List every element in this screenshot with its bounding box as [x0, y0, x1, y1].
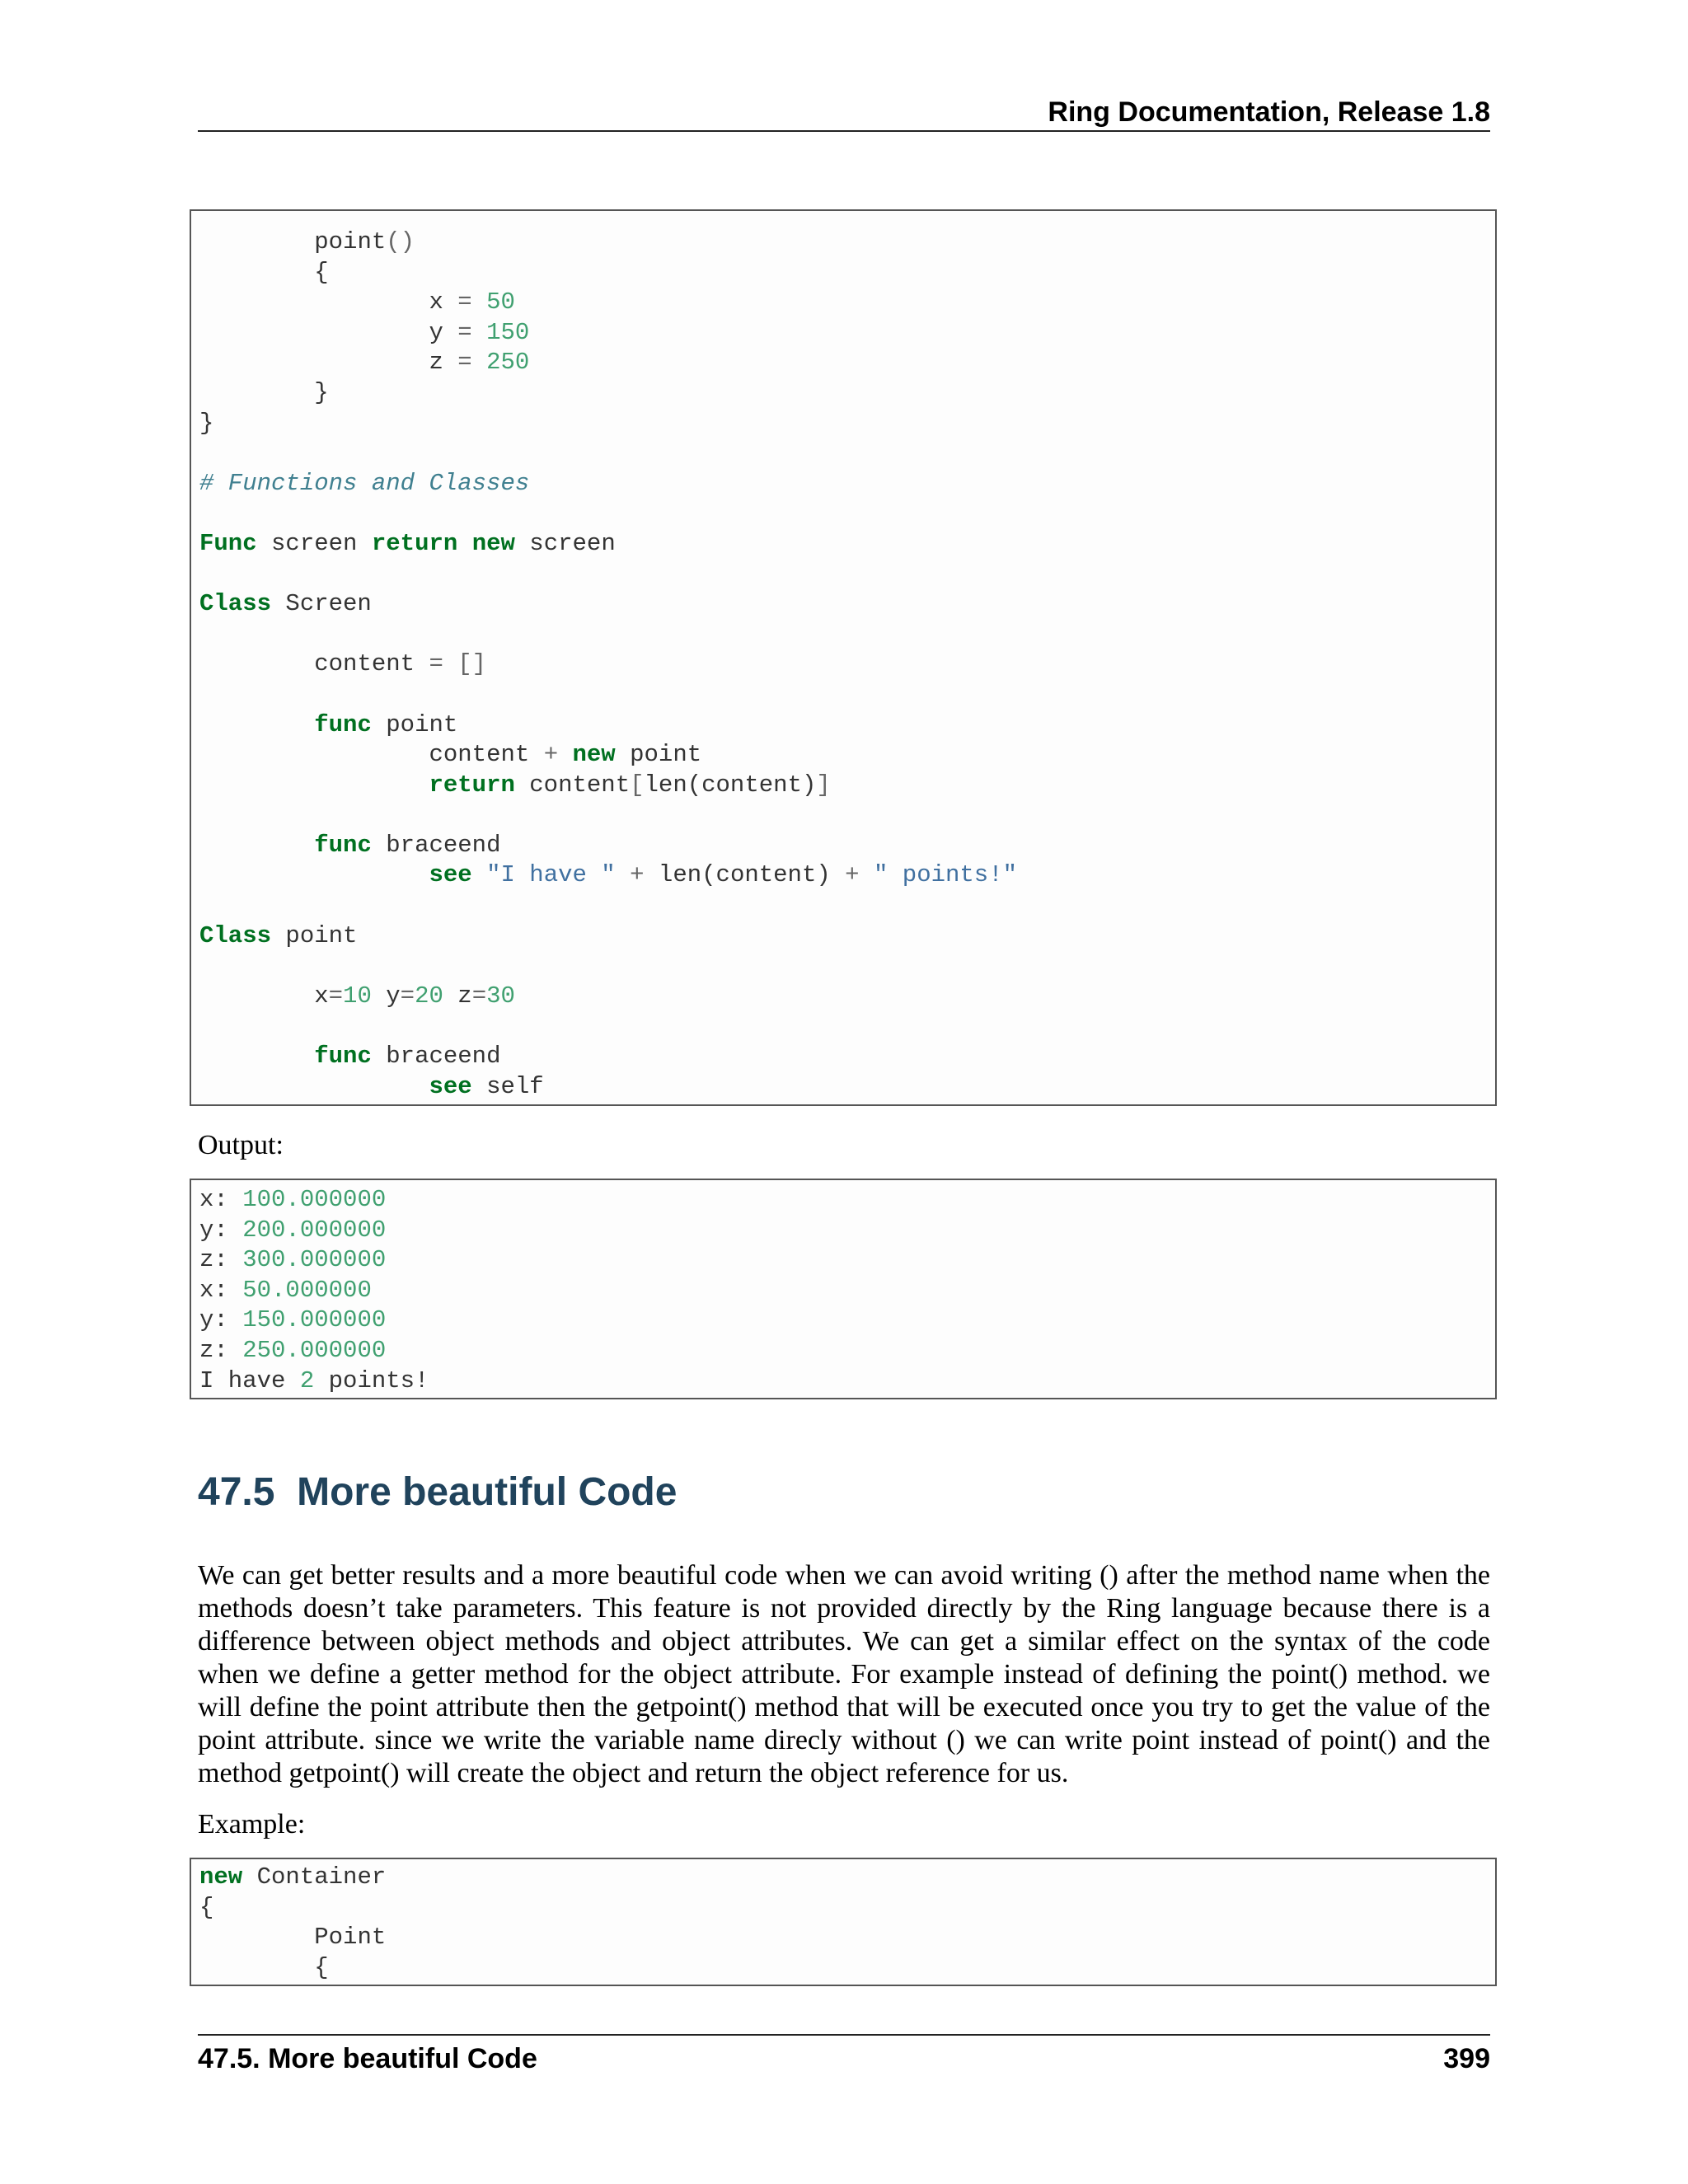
code-token: screen — [256, 529, 372, 557]
code-token: 100.000000 — [242, 1186, 387, 1213]
code-line — [199, 469, 1495, 499]
code-line — [199, 378, 1495, 409]
code-token: + — [543, 741, 559, 769]
code-line — [199, 1072, 1495, 1103]
code-line — [199, 1276, 1495, 1306]
code-line — [199, 288, 1495, 318]
code-token — [558, 741, 572, 768]
code-token: } — [199, 409, 214, 437]
code-token: point — [271, 921, 358, 949]
code-token: Screen — [271, 590, 372, 618]
footer-rule — [198, 2034, 1490, 2036]
code-token: 10 — [343, 982, 372, 1010]
code-token: [ — [630, 771, 645, 799]
code-line — [199, 982, 1495, 1012]
code-line — [199, 529, 1495, 560]
code-block-example — [190, 1858, 1497, 1986]
code-token: x: — [199, 1186, 243, 1213]
code-line — [199, 800, 1495, 831]
code-token: = — [457, 288, 472, 316]
code-token: see — [429, 861, 472, 889]
code-token — [199, 1954, 314, 1981]
code-token — [860, 861, 874, 888]
code-token: Class — [199, 590, 272, 618]
code-token: x — [429, 288, 458, 316]
code-token: y — [371, 982, 401, 1010]
code-line — [199, 860, 1495, 891]
code-token: return — [371, 529, 458, 557]
code-token: return — [429, 771, 515, 799]
code-line — [199, 258, 1495, 288]
code-token — [199, 861, 429, 888]
code-token: y: — [199, 1306, 243, 1334]
code-token: z: — [199, 1336, 243, 1364]
code-token: { — [199, 1893, 214, 1921]
code-line — [199, 891, 1495, 921]
code-line — [199, 680, 1495, 710]
code-token — [199, 379, 314, 406]
code-line — [199, 1953, 1495, 1984]
code-block-top — [190, 209, 1497, 1106]
code-line — [199, 1923, 1495, 1953]
code-token: points! — [314, 1366, 429, 1394]
code-token: z: — [199, 1246, 243, 1274]
code-line — [199, 831, 1495, 861]
code-token: Point — [314, 1924, 387, 1952]
footer-section-ref: 47.5. More beautiful Code — [198, 2043, 537, 2074]
code-top-content — [191, 211, 1495, 1102]
code-line — [199, 589, 1495, 620]
code-token — [199, 288, 429, 316]
code-example-content — [191, 1859, 1495, 1983]
code-token: len(content) — [644, 861, 846, 889]
code-output-content — [191, 1180, 1495, 1396]
code-token: new — [572, 741, 616, 769]
code-token: { — [314, 258, 329, 286]
code-token: z — [429, 349, 458, 377]
code-token — [616, 861, 630, 888]
code-token: } — [314, 378, 329, 406]
code-line — [199, 1185, 1495, 1216]
code-token — [199, 771, 429, 799]
code-token — [199, 711, 314, 738]
code-line — [199, 318, 1495, 349]
code-token: # Functions and Classes — [199, 469, 530, 497]
output-label: Output: — [198, 1130, 284, 1160]
code-line — [199, 1863, 1495, 1893]
code-token: func — [314, 710, 372, 738]
code-token: ] — [816, 771, 831, 799]
code-token: content — [314, 650, 429, 678]
code-token: screen — [514, 529, 616, 557]
code-line — [199, 740, 1495, 771]
code-token: point — [314, 228, 387, 255]
code-line — [199, 1366, 1495, 1397]
code-token — [199, 650, 314, 677]
code-token: "I have " — [486, 861, 616, 889]
code-token: () — [386, 228, 415, 255]
section-heading — [198, 1464, 677, 1521]
footer-page-number: 399 — [1443, 2043, 1490, 2074]
code-line — [199, 710, 1495, 741]
code-token: func — [314, 831, 372, 859]
code-token: new — [199, 1863, 243, 1891]
code-line — [199, 1305, 1495, 1336]
code-token: = — [457, 349, 472, 377]
code-token — [199, 1043, 314, 1070]
code-token: Func — [199, 529, 257, 557]
code-token — [472, 288, 486, 316]
code-token: 50 — [486, 288, 515, 316]
code-token: = — [328, 982, 344, 1010]
code-line — [199, 649, 1495, 680]
code-token — [443, 650, 457, 677]
code-token: 150 — [486, 318, 530, 346]
section-paragraph: We can get better results and a more beautiful code when we can avoid writing () after the method name when the methods doesn’t take parameters. This feature is not provided directly by the Ring language because there is a difference between object methods and object attributes. We can get a similar effect on the syntax of the code when we define a getter method for the object attribute. For example instead of defining the point() method. we will define the point attribute then the getpoint() method that will be executed once you try to get the value of the point attribute. since we write the variable name direcly without () we can write point instead of point() and the method getpoint() will create the object and return the object reference for us. — [198, 1560, 1490, 1788]
code-token — [199, 349, 429, 376]
code-token: = — [457, 318, 472, 346]
code-token: + — [630, 861, 645, 889]
code-line — [199, 1245, 1495, 1276]
code-line — [199, 499, 1495, 529]
code-token: Class — [199, 921, 272, 949]
code-token: { — [314, 1953, 329, 1981]
code-token: + — [845, 861, 860, 889]
code-token: content — [514, 771, 631, 799]
code-token: 300.000000 — [242, 1246, 387, 1274]
code-token: [] — [457, 650, 487, 678]
code-line — [199, 409, 1495, 439]
code-token: braceend — [371, 1043, 501, 1071]
code-line — [199, 771, 1495, 801]
code-line — [199, 1011, 1495, 1042]
code-token: I have — [199, 1366, 300, 1394]
code-token: 250 — [486, 349, 530, 377]
code-token: see — [429, 1072, 472, 1100]
code-line — [199, 1042, 1495, 1072]
code-token: 200.000000 — [242, 1216, 387, 1244]
code-line — [199, 1336, 1495, 1366]
code-token: Container — [242, 1863, 387, 1891]
code-token: 250.000000 — [242, 1336, 387, 1364]
code-token: 2 — [299, 1366, 315, 1394]
code-token: point — [615, 741, 702, 769]
code-token: func — [314, 1043, 372, 1071]
section-number: 47.5 — [198, 1470, 275, 1514]
code-token — [199, 319, 429, 346]
code-line — [199, 951, 1495, 982]
code-token: y — [429, 318, 458, 346]
code-token — [199, 228, 314, 255]
code-token: len(content) — [644, 771, 817, 799]
code-token: 20 — [415, 982, 443, 1010]
code-token: z — [443, 982, 472, 1010]
code-token: point — [371, 710, 458, 738]
section-title: More beautiful Code — [297, 1470, 678, 1514]
code-line — [199, 227, 1495, 258]
code-token — [472, 349, 486, 376]
code-token — [472, 861, 486, 888]
code-token: x: — [199, 1276, 243, 1304]
code-token — [199, 1073, 429, 1100]
code-token: x — [314, 982, 329, 1010]
code-token: new — [471, 529, 515, 557]
code-line — [199, 620, 1495, 650]
code-token — [199, 982, 314, 1010]
code-token — [472, 319, 486, 346]
code-token — [457, 530, 471, 557]
code-line — [199, 921, 1495, 952]
example-label: Example: — [198, 1809, 306, 1840]
code-token — [199, 832, 314, 859]
code-token: " points!" — [873, 861, 1018, 889]
code-token: = — [471, 982, 487, 1010]
code-token: 150.000000 — [242, 1306, 387, 1334]
code-line — [199, 438, 1495, 469]
code-line — [199, 560, 1495, 590]
code-token: self — [471, 1072, 544, 1100]
header-rule — [198, 130, 1490, 132]
code-token: 30 — [486, 982, 515, 1010]
code-token — [199, 741, 429, 768]
code-token — [199, 259, 314, 286]
code-token: = — [400, 982, 415, 1010]
code-token: braceend — [371, 831, 501, 859]
code-line — [199, 1893, 1495, 1924]
code-token — [199, 1924, 314, 1951]
code-token: y: — [199, 1216, 243, 1244]
code-block-output — [190, 1179, 1497, 1399]
code-token: = — [429, 650, 443, 678]
code-token: 50.000000 — [242, 1276, 372, 1304]
code-token: content — [429, 741, 544, 769]
running-header: Ring Documentation, Release 1.8 — [1048, 96, 1490, 128]
code-line — [199, 348, 1495, 378]
code-line — [199, 1216, 1495, 1246]
